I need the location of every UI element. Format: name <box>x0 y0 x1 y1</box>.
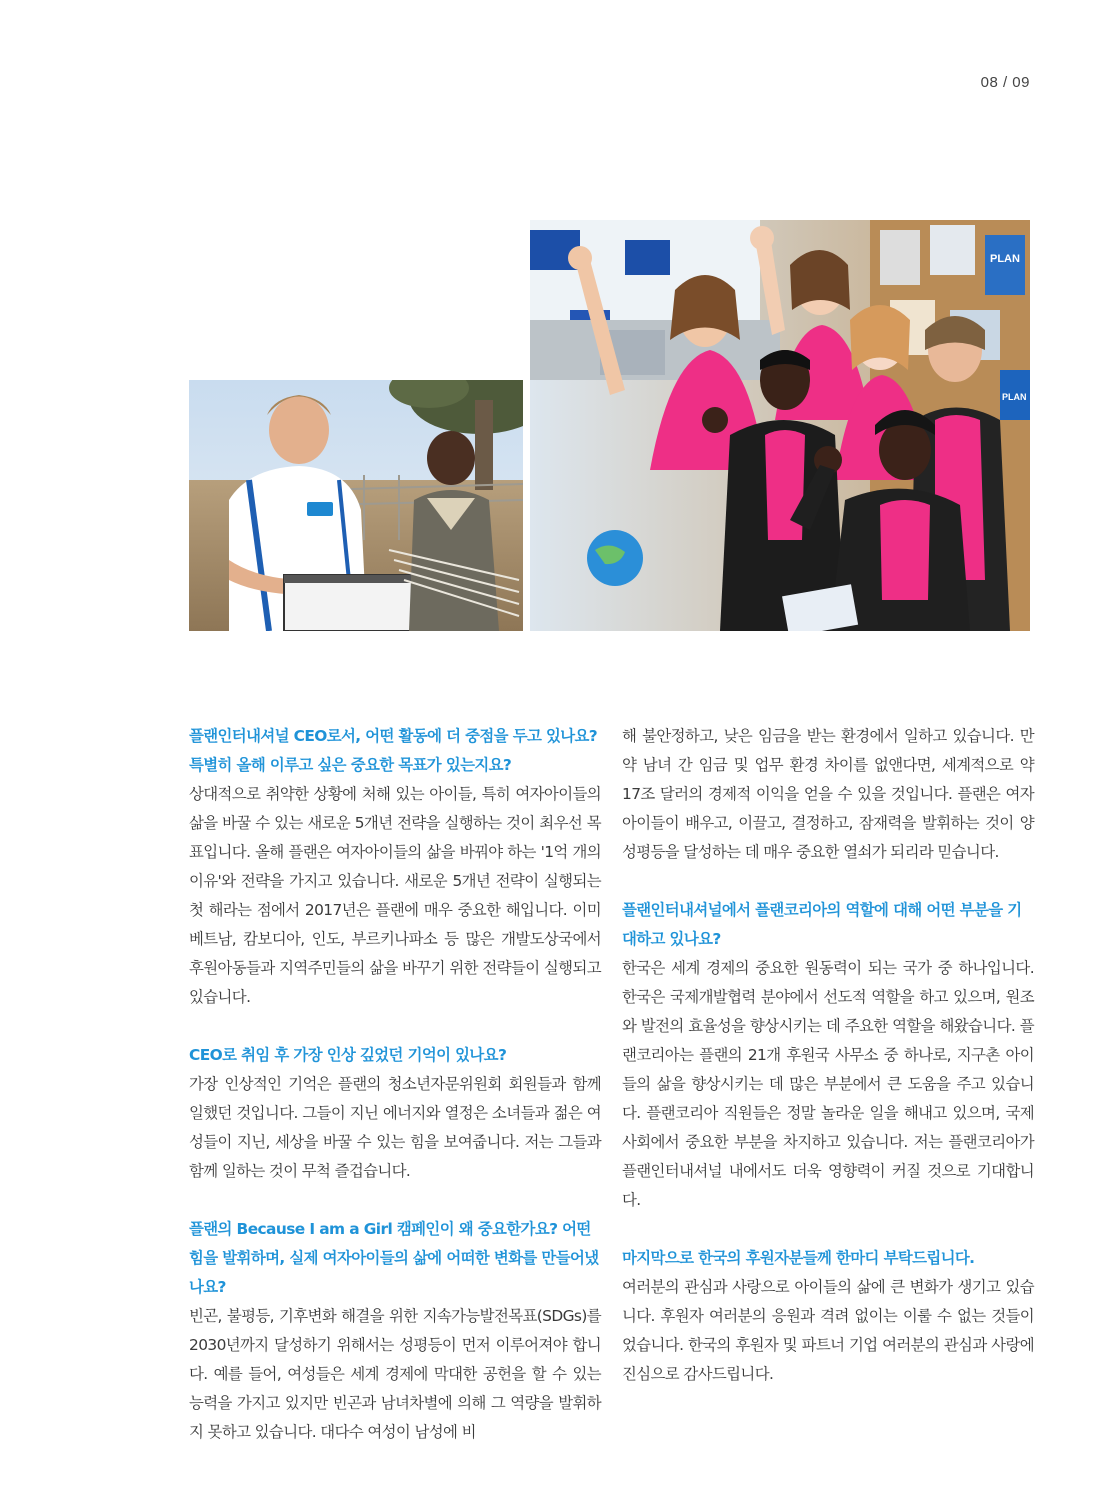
plan-sign-2: PLAN <box>1002 392 1027 402</box>
question-5: 마지막으로 한국의 후원자분들께 한마디 부탁드립니다. <box>622 1249 975 1267</box>
question-4: 플랜인터내셔널에서 플랜코리아의 역할에 대해 어떤 부분을 기대하고 있나요? <box>622 901 1022 948</box>
answer-4: 한국은 세계 경제의 중요한 원동력이 되는 국가 중 하나입니다. 한국은 국제개발협력 분야에서 선도적 역할을 하고 있으며, 원조와 발전의 효율성을 향상시키는 데 주요한 역할을 해왔습니다. 플랜코리아는 플랜의 21개 후원국 사무소 중 하나로, 지구촌 아이들의 삶을 향상시키는 데 많은 부분에서 큰 도움을 주고 있습니다. 플랜코리아 직원들은 정말 놀라운 일을 해내고 있으며, 국제사회에서 중요한 부분을 차지하고 있습니다. 저는 플랜코리아가 플랜인터내셔널 내에서도 더욱 영향력이 커질 것으로 기대합니다. <box>622 959 1034 1209</box>
photo-ceo-with-child <box>189 380 523 631</box>
answer-1: 상대적으로 취약한 상황에 처해 있는 아이들, 특히 여자아이들의 삶을 바꿀 수 있는 새로운 5개년 전략을 실행하는 것이 최우선 목표입니다. 올해 플랜은 여자아이들의 삶을 바꿔야 하는 '1억 개의 이유'와 전략을 가지고 있습니다. 새로운 5개년 전략이 실행되는 첫 해라는 점에서 2017년은 플랜에 매우 중요한 해입니다. 이미 베트남, 캄보디아, 인도, 부르키나파소 등 많은 개발도상국에서 후원아동들과 지역주민들의 삶을 바꾸기 위한 전략들이 실행되고 있습니다. <box>189 785 601 1006</box>
answer-3: 빈곤, 불평등, 기후변화 해결을 위한 지속가능발전목표(SDGs)를 2030년까지 달성하기 위해서는 성평등이 먼저 이루어져야 합니다. 예를 들어, 여성들은 세계 경제에 막대한 공헌을 할 수 있는 능력을 가지고 있지만 빈곤과 남녀차별에 의해 그 역량을 발휘하지 못하고 있습니다. 대다수 여성이 남성에 비 <box>189 1307 601 1441</box>
question-1: 플랜인터내셔널 CEO로서, 어떤 활동에 더 중점을 두고 있나요? 특별히 올해 이루고 싶은 중요한 목표가 있는지요? <box>189 727 598 774</box>
answer-3-continued: 해 불안정하고, 낮은 임금을 받는 환경에서 일하고 있습니다. 만약 남녀 간 임금 및 업무 환경 차이를 없앤다면, 세계적으로 약 17조 달러의 경제적 이익을 얻을 수 있을 것입니다. 플랜은 여자아이들이 배우고, 이끌고, 결정하고, 잠재력을 발휘하는 것이 양성평등을 달성하는 데 매우 중요한 열쇠가 되리라 믿습니다. <box>622 727 1034 861</box>
text-column-left <box>189 722 601 1447</box>
answer-2: 가장 인상적인 기억은 플랜의 청소년자문위원회 회원들과 함께 일했던 것입니다. 그들이 지닌 에너지와 열정은 소녀들과 젊은 여성들이 지닌, 세상을 바꿀 수 있는 힘을 보여줍니다. 저는 그들과 함께 일하는 것이 무척 즐겁습니다. <box>189 1075 601 1180</box>
question-3: 플랜의 Because I am a Girl 캠페인이 왜 중요한가요? 어떤 힘을 발휘하며, 실제 여자아이들의 삶에 어떠한 변화를 만들어냈나요? <box>189 1220 599 1296</box>
text-column-right <box>622 722 1034 1389</box>
photo-group-girls <box>530 220 1030 631</box>
plan-sign-1: PLAN <box>990 253 1020 265</box>
answer-5: 여러분의 관심과 사랑으로 아이들의 삶에 큰 변화가 생기고 있습니다. 후원자 여러분의 응원과 격려 없이는 이룰 수 없는 것들이었습니다. 한국의 후원자 및 파트너 기업 여러분의 관심과 사랑에 진심으로 감사드립니다. <box>622 1278 1034 1383</box>
page-number: 08 / 09 <box>980 74 1030 91</box>
question-2: CEO로 취임 후 가장 인상 깊었던 기억이 있나요? <box>189 1046 507 1064</box>
